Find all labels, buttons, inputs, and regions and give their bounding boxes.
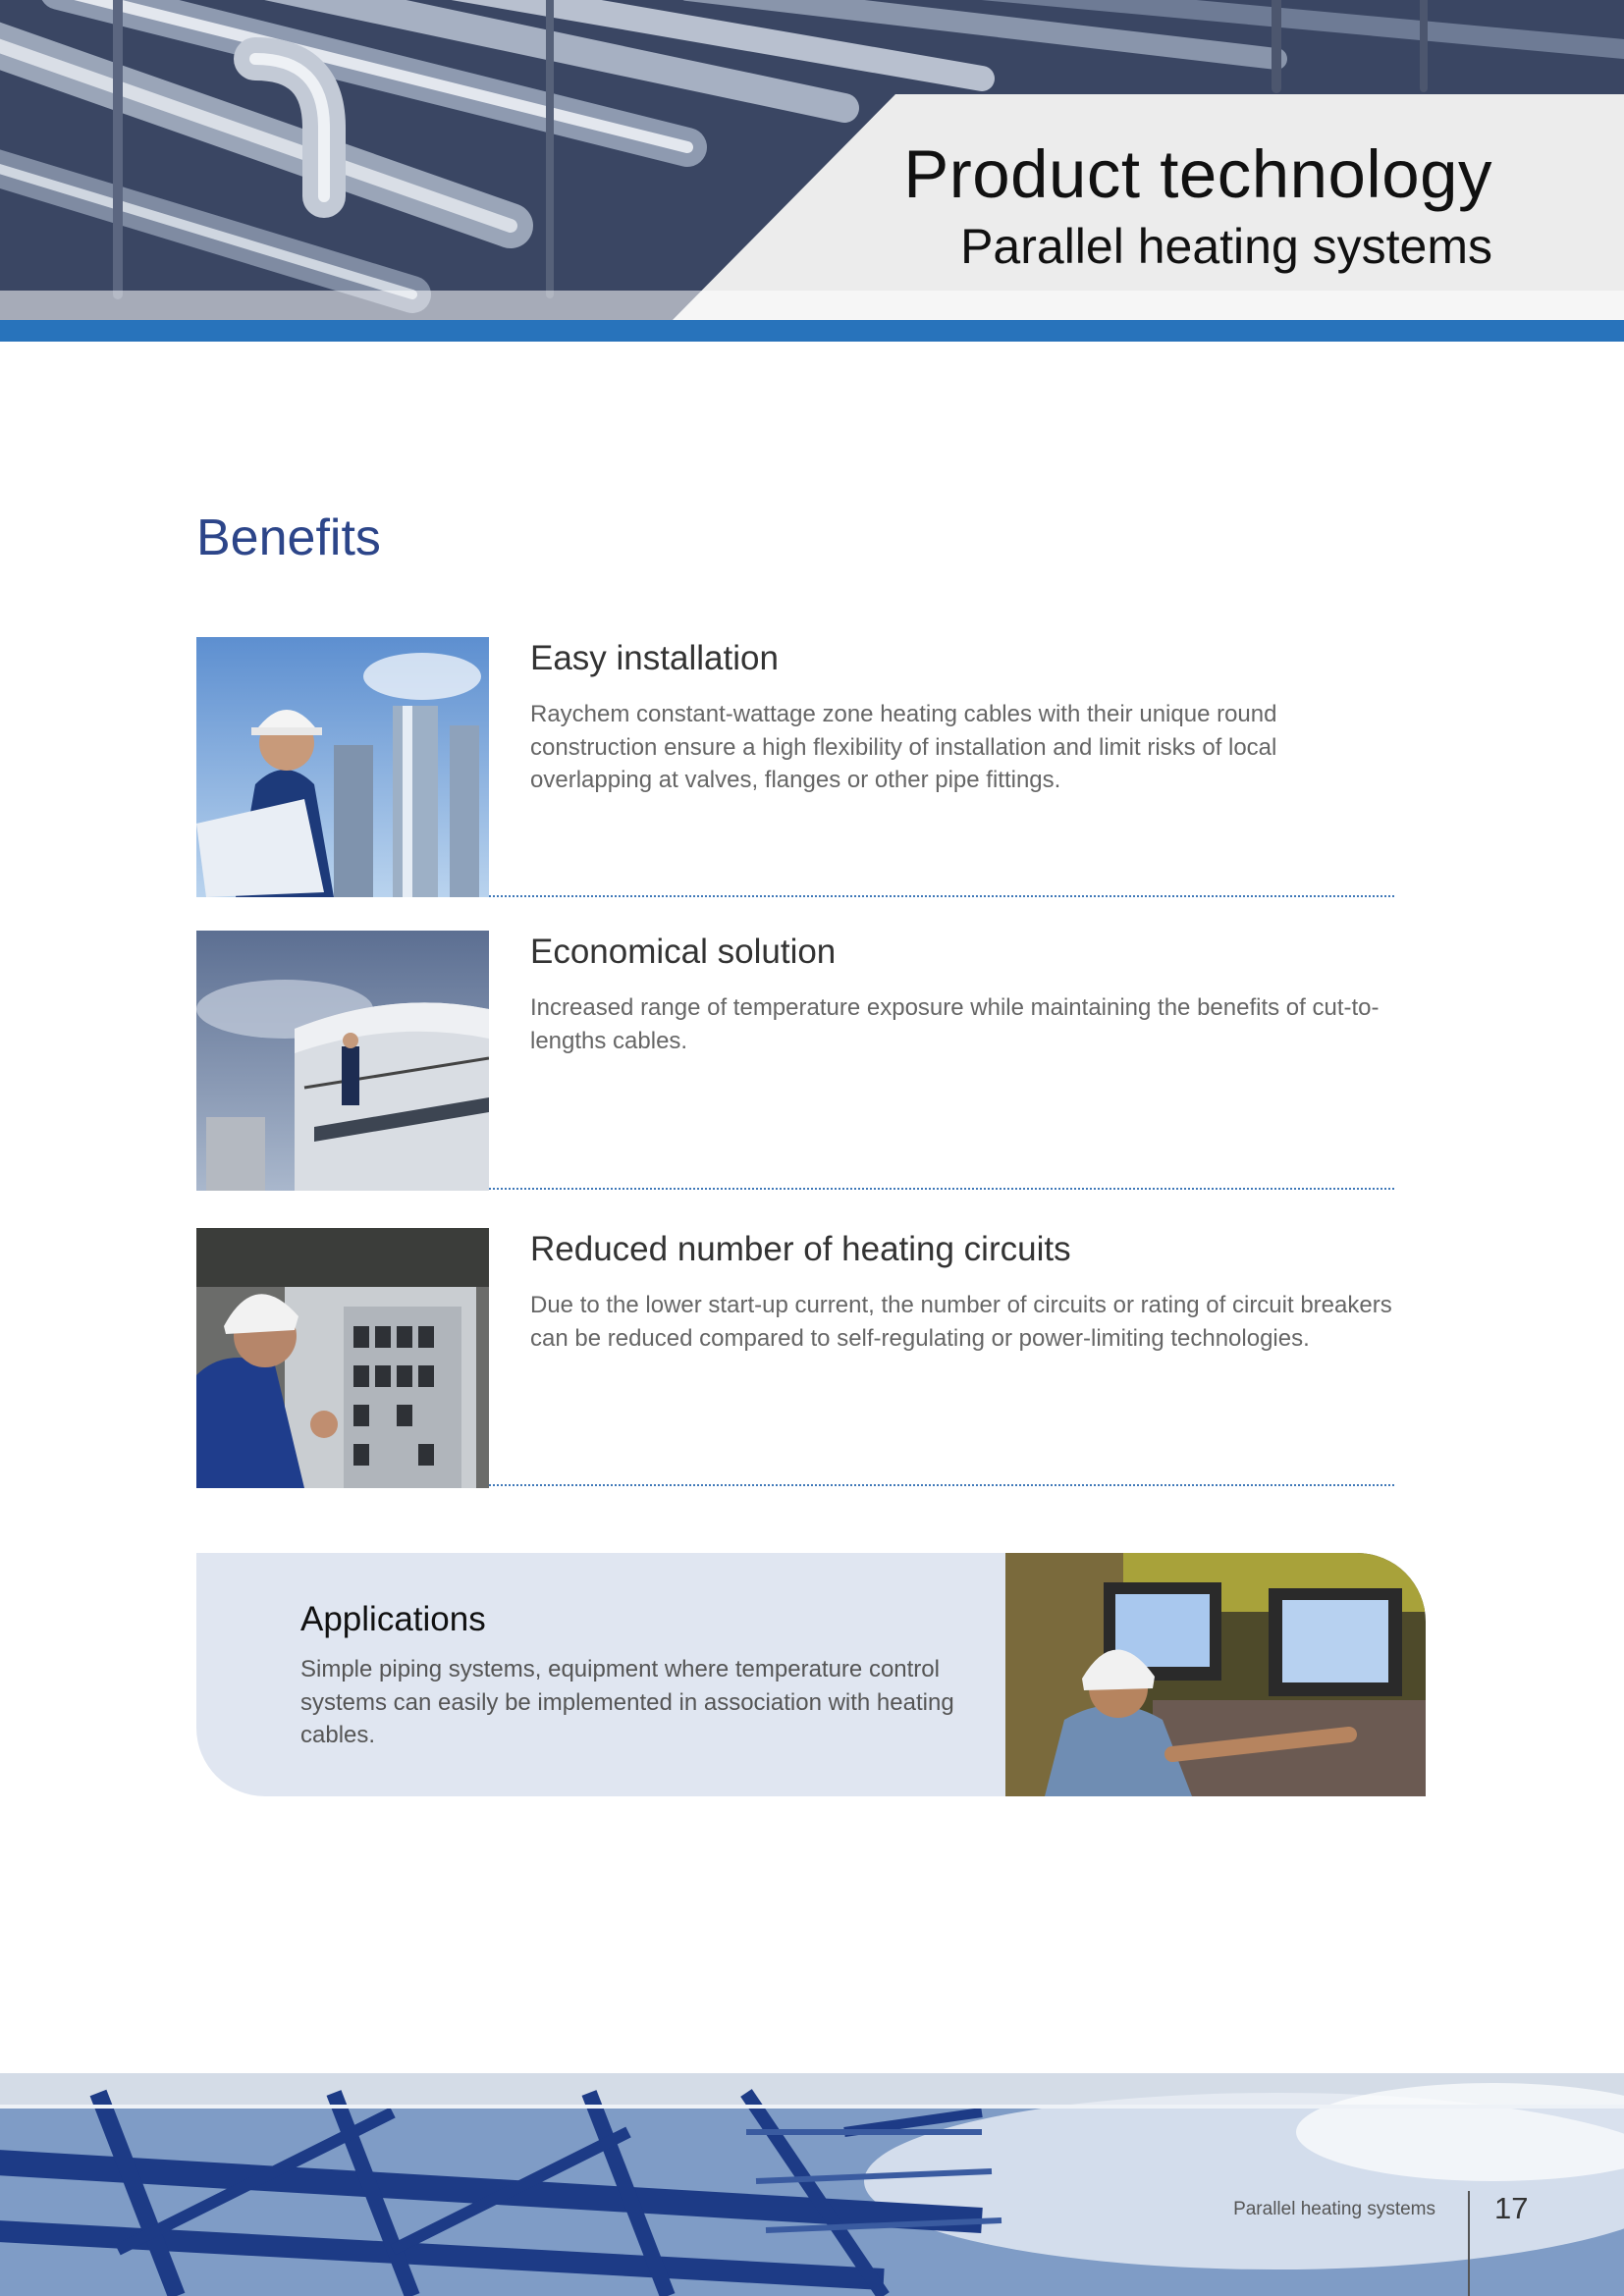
steel-structure-photo: [0, 2073, 1624, 2296]
page-number: 17: [1494, 2191, 1529, 2225]
footer-banner: [0, 2073, 1624, 2296]
benefit-title: Easy installation: [530, 639, 779, 677]
benefit-text: Increased range of temperature exposure while maintaining the benefits of cut-to-lengths cables.: [530, 994, 1380, 1054]
divider-line: [489, 1188, 1394, 1190]
applications-text: Simple piping systems, equipment where temperature control systems can easily be implemented in association with heating cables.: [300, 1656, 954, 1748]
footer-divider: [1468, 2191, 1470, 2296]
benefit-text: Raychem constant-wattage zone heating cables with their unique round construction ensure a high flexibility of installation and limit risks of local overlapping at valves, flanges or other pipe fittings.: [530, 701, 1277, 793]
engineer-photo: [196, 637, 489, 897]
tank-photo: [196, 931, 489, 1191]
accent-bar: [0, 320, 1624, 342]
footer-section-label: Parallel heating systems: [1233, 2199, 1435, 2219]
benefit-title: Economical solution: [530, 933, 837, 971]
benefit-text: Due to the lower start-up current, the number of circuits or rating of circuit breakers can be reduced compared to self-regulating or power-limiting technologies.: [530, 1292, 1392, 1352]
benefit-title: Reduced number of heating circuits: [530, 1230, 1071, 1268]
page-subtitle: Parallel heating systems: [960, 219, 1492, 274]
applications-title: Applications: [300, 1600, 486, 1638]
control-room-photo: [1005, 1553, 1426, 1796]
panel-technician-photo: [196, 1228, 489, 1488]
divider-line: [489, 895, 1394, 897]
benefits-heading: Benefits: [196, 509, 381, 566]
banner-strip: [0, 291, 1624, 320]
page-title: Product technology: [903, 136, 1492, 212]
applications-panel: [196, 1553, 1426, 1796]
divider-line: [489, 1484, 1394, 1486]
